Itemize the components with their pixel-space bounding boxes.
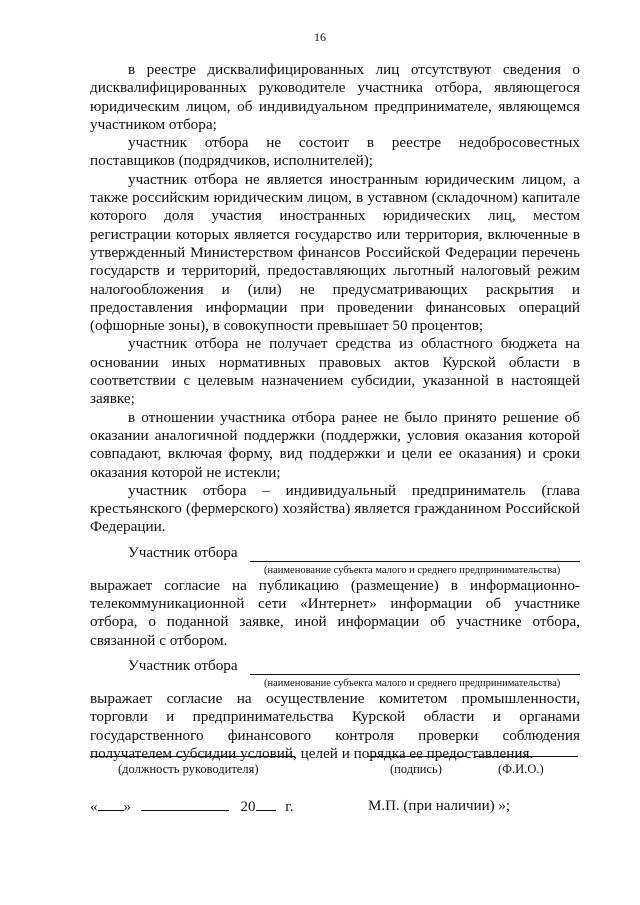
participant-name-caption: (наименование субъекта малого и среднего предпринимательства) xyxy=(264,564,561,576)
paragraph: в отношении участника отбора ранее не было принято решение об оказании аналогичной поддержки (поддержки, условия оказания которой совпадают, включая форму, вид поддержки и цели ее оказания) и сроки оказания которой не истекли; xyxy=(90,408,580,481)
seal-note: М.П. (при наличии) »; xyxy=(368,798,511,814)
participant-name-blank[interactable] xyxy=(250,660,580,675)
paragraph: участник отбора – индивидуальный предприниматель (глава крестьянского (фермерского) хозяйства) является гражданином Российской Федерации. xyxy=(90,481,580,536)
document-body xyxy=(90,61,580,763)
participant-name-blank[interactable] xyxy=(250,547,580,562)
full-name-blank[interactable] xyxy=(475,756,578,757)
date-quote-close: » xyxy=(123,799,131,815)
participant-name-caption: (наименование субъекта малого и среднего предпринимательства) xyxy=(264,677,561,689)
participant-name-line-1 xyxy=(90,544,580,562)
paragraph: участник отбора не получает средства из областного бюджета на основании иных нормативных правовых актов Курской области в соответствии с целевым назначением субсидии, указанной в настоящей заявке; xyxy=(90,335,580,408)
paragraph: участник отбора не является иностранным юридическим лицом, а также российским юридическим лицом, в уставном (складочном) капитале которого доля участия иностранных юридических лиц, местом регистрации которых является государство или территория, включенные в утвержденный Министерством финансов Российской Федерации перечень государств и территорий, предоставляющих льготный налоговый режим налогообложения и (или) не предусматривающих раскрытия и предоставления информации при проведении финансовых операций (офшорные зоны), в совокупности превышает 50 процентов; xyxy=(90,170,580,335)
page-number: 16 xyxy=(314,30,326,44)
consent-publication-text: выражает согласие на публикацию (размещение) в информационно-телекоммуникационной сети «Интернет» информации об участнике отбора, о поданной заявке, иной информации об участнике отбора, связанной с отбором. xyxy=(90,576,580,649)
signature-caption: (подпись) xyxy=(390,762,442,776)
paragraph: участник отбора не состоит в реестре недобросовестных поставщиков (подрядчиков, исполнителей); xyxy=(90,134,580,170)
participant-label: Участник отбора xyxy=(128,543,238,561)
signature-blank[interactable] xyxy=(368,756,466,757)
year-suffix: г. xyxy=(285,799,294,815)
date-row xyxy=(90,798,293,816)
day-blank[interactable] xyxy=(98,798,124,811)
position-caption: (должность руководителя) xyxy=(118,762,259,776)
participant-label: Участник отбора xyxy=(128,656,238,674)
date-quote-open: « xyxy=(90,799,98,815)
year-blank[interactable] xyxy=(256,798,276,811)
month-blank[interactable] xyxy=(141,798,229,811)
paragraph: в реестре дисквалифицированных лиц отсутствуют сведения о дисквалифицированных руководителе участника отбора, являющегося юридическим лицом, об индивидуальном предпринимателе, являющемся участником отбора; xyxy=(90,61,580,133)
consent-inspection-text: выражает согласие на осуществление комитетом промышленности, торговли и предпринимательства Курской области и органами государственного финансового контроля проверки соблюдения получателем субсидии условий, целей и порядка ее предоставления. xyxy=(90,689,580,762)
position-blank[interactable] xyxy=(90,756,295,757)
full-name-caption: (Ф.И.О.) xyxy=(498,762,544,776)
signature-block xyxy=(90,752,590,872)
year-prefix: 20 xyxy=(240,799,256,815)
participant-name-line-2 xyxy=(90,657,580,675)
